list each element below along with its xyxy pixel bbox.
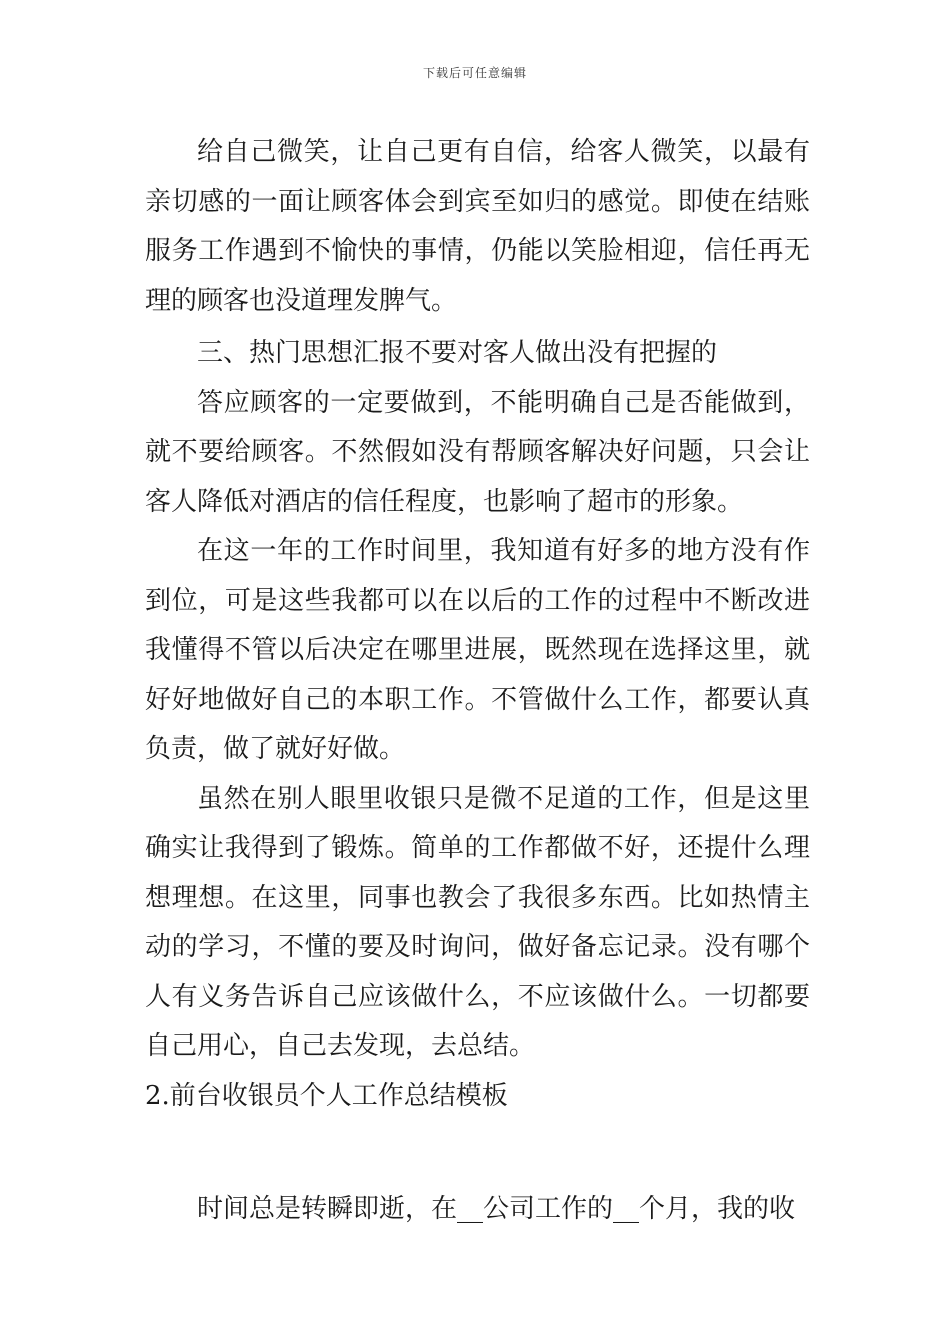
document-body [145, 128, 810, 1235]
paragraph-heading: 三、热门思想汇报不要对客人做出没有把握的 [197, 338, 718, 368]
paragraph: 答应顾客的一定要做到，不能明确自己是否能做到，就不要给顾客。不然假如没有帮顾客解决好问题，只会让客人降低对酒店的信任程度，也影响了超市的形象。 [145, 387, 810, 517]
section-title: 2.前台收银员个人工作总结模板 [145, 1080, 508, 1111]
paragraph: 给自己微笑，让自己更有自信，给客人微笑，以最有亲切感的一面让顾客体会到宾至如归的感觉。即使在结账服务工作遇到不愉快的事情，仍能以笑脸相迎，信任再无理的顾客也没道理发脾气。 [145, 137, 810, 316]
header-note: 下载后可任意编辑 [422, 66, 527, 80]
paragraph: 时间总是转瞬即逝，在__公司工作的__个月，我的收 [197, 1194, 796, 1224]
spacer [145, 1121, 810, 1185]
paragraph: 虽然在别人眼里收银只是微不足道的工作，但是这里确实让我得到了锻炼。简单的工作都做不好，还提什么理想理想。在这里，同事也教会了我很多东西。比如热情主动的学习，不懂的要及时询问，做好备忘记录。没有哪个人有义务告诉自己应该做什么，不应该做什么。一切都要自己用心，自己去发现，去总结。 [145, 783, 810, 1061]
paragraph: 在这一年的工作时间里，我知道有好多的地方没有作到位，可是这些我都可以在以后的工作的过程中不断改进我懂得不管以后决定在哪里进展，既然现在选择这里，就好好地做好自己的本职工作。不管做什么工作，都要认真负责，做了就好好做。 [145, 536, 810, 764]
